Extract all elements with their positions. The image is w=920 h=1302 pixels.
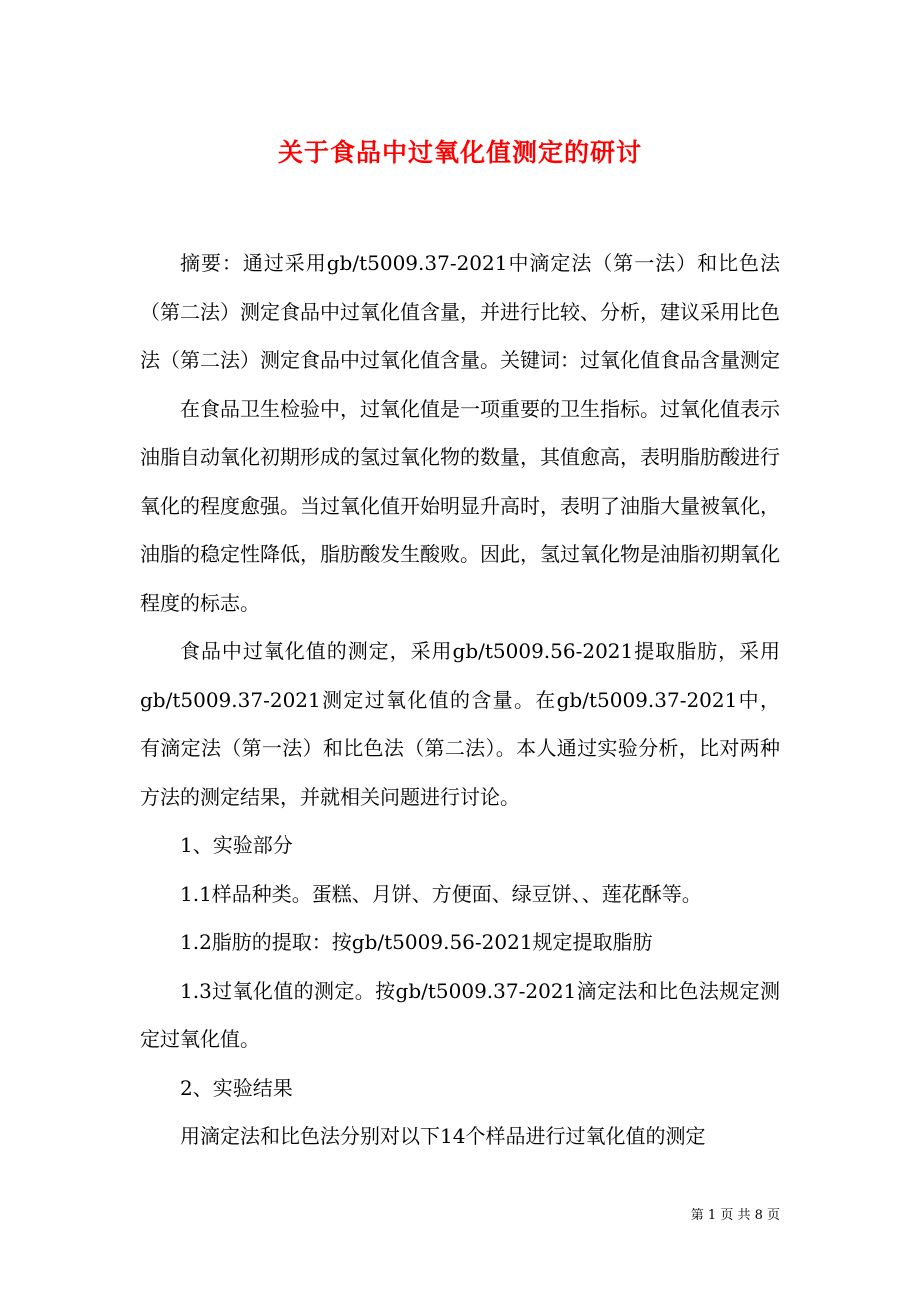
section-heading-experiment: 1、实验部分 <box>180 833 293 857</box>
abstract-paragraph: 摘要：通过采用gb/t5009.37-2021中滴定法（第一法）和比色法（第二法）测定食品中过氧化值含量，并进行比较、分析，建议采用比色法（第二法）测定食品中过氧化值含量。关键词：过氧化值食品含量测定 <box>140 251 780 372</box>
document-body <box>140 239 780 1161</box>
peroxide-determination-paragraph: 1.3过氧化值的测定。按gb/t5009.37-2021滴定法和比色法规定测定过氧化值。 <box>140 978 780 1051</box>
intro-paragraph: 在食品卫生检验中，过氧化值是一项重要的卫生指标。过氧化值表示油脂自动氧化初期形成的氢过氧化物的数量，其值愈高，表明脂肪酸进行氧化的程度愈强。当过氧化值开始明显升高时，表明了油脂大量被氧化，油脂的稳定性降低，脂肪酸发生酸败。因此，氢过氧化物是油脂初期氧化程度的标志。 <box>140 396 780 615</box>
section-heading-results: 2、实验结果 <box>180 1075 293 1100</box>
results-intro-paragraph: 用滴定法和比色法分别对以下14个样品进行过氧化值的测定 <box>180 1124 706 1148</box>
page-number-footer: 第 1 页 共 8 页 <box>690 1208 780 1223</box>
method-paragraph: 食品中过氧化值的测定，采用gb/t5009.56-2021提取脂肪，采用gb/t5009.37-2021测定过氧化值的含量。在gb/t5009.37-2021中，有滴定法（第一法）和比色法（第二法）。本人通过实验分析，比对两种方法的测定结果，并就相关问题进行讨论。 <box>140 639 780 809</box>
fat-extraction-paragraph: 1.2脂肪的提取：按gb/t5009.56-2021规定提取脂肪 <box>180 930 653 954</box>
sample-types-paragraph: 1.1样品种类。蛋糕、月饼、方便面、绿豆饼、、莲花酥等。 <box>180 881 702 906</box>
document-title: 关于食品中过氧化值测定的研讨 <box>277 137 642 167</box>
